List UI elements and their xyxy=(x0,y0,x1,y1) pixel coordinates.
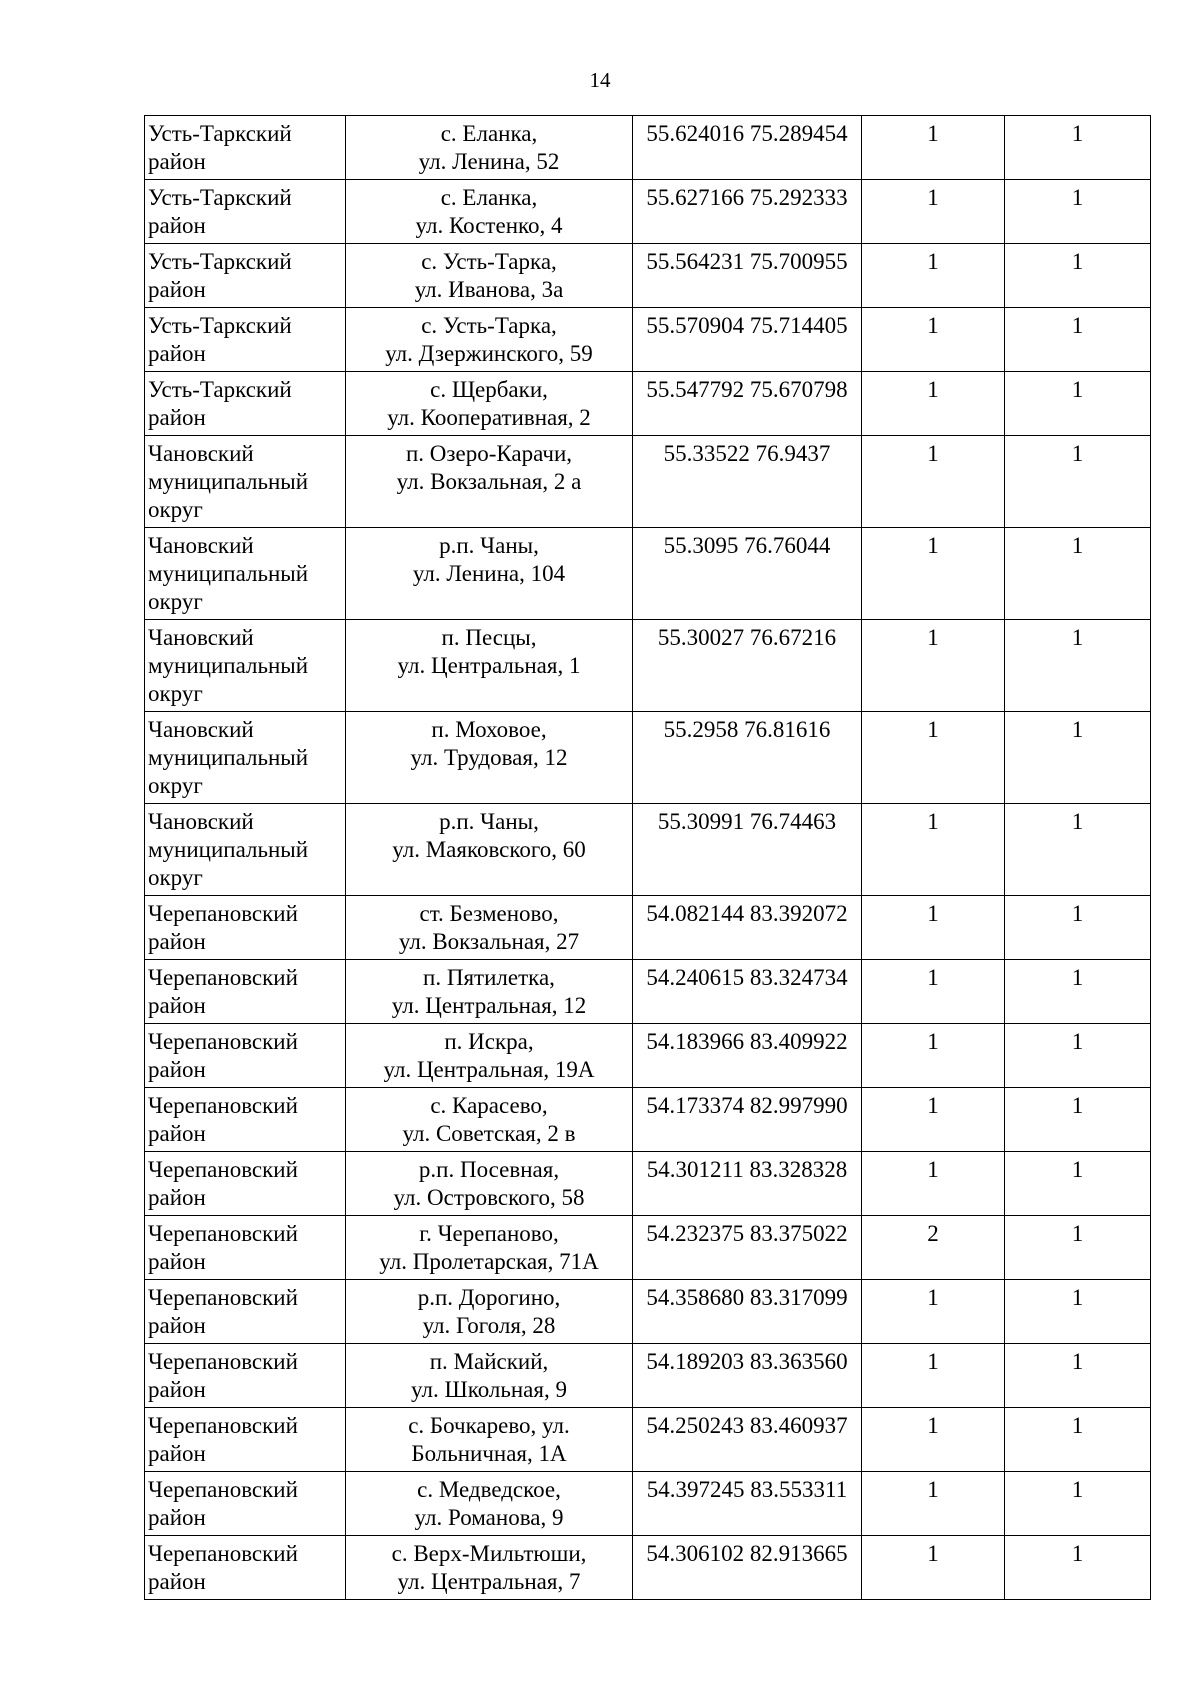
table-row xyxy=(145,1536,1151,1600)
district-line: Черепановский xyxy=(148,1477,298,1502)
address-line: ул. Советская, 2 в xyxy=(402,1121,576,1146)
address-line: ул. Центральная, 1 xyxy=(397,653,581,678)
count-cell-a: 1 xyxy=(862,1152,1005,1216)
district-line: Чановский xyxy=(148,533,254,558)
district-line: район xyxy=(148,1057,206,1082)
table-row xyxy=(145,712,1151,804)
district-cell xyxy=(145,960,346,1024)
address-line: с. Еланка, xyxy=(440,121,538,146)
address-line: ул. Пролетарская, 71А xyxy=(379,1249,599,1274)
district-cell xyxy=(145,1216,346,1280)
district-cell xyxy=(145,1536,346,1600)
table-row xyxy=(145,960,1151,1024)
address-cell xyxy=(346,116,633,180)
address-line: с. Усть-Тарка, xyxy=(421,313,557,338)
table-row xyxy=(145,1280,1151,1344)
district-cell xyxy=(145,1472,346,1536)
count-cell-a: 1 xyxy=(862,960,1005,1024)
address-cell xyxy=(346,1344,633,1408)
coordinates-cell: 55.30027 76.67216 xyxy=(633,620,862,712)
district-line: Черепановский xyxy=(148,1157,298,1182)
district-line: Усть-Таркский xyxy=(148,121,292,146)
table-row xyxy=(145,896,1151,960)
district-line: район xyxy=(148,1377,206,1402)
district-line: район xyxy=(148,1249,206,1274)
coordinates-cell: 55.30991 76.74463 xyxy=(633,804,862,896)
coordinates-cell: 55.3095 76.76044 xyxy=(633,528,862,620)
coordinates-cell: 55.624016 75.289454 xyxy=(633,116,862,180)
district-line: муниципальный xyxy=(148,837,309,862)
district-line: округ xyxy=(148,589,203,614)
count-cell-a: 1 xyxy=(862,308,1005,372)
address-cell xyxy=(346,528,633,620)
address-line: с. Бочкарево, ул. xyxy=(408,1413,570,1438)
count-cell-a: 1 xyxy=(862,1536,1005,1600)
district-line: район xyxy=(148,405,206,430)
count-cell-b: 1 xyxy=(1005,1472,1151,1536)
address-line: ул. Кооперативная, 2 xyxy=(387,405,591,430)
address-line: ул. Школьная, 9 xyxy=(411,1377,567,1402)
district-cell xyxy=(145,1024,346,1088)
district-line: Усть-Таркский xyxy=(148,377,292,402)
district-line: Усть-Таркский xyxy=(148,185,292,210)
district-cell xyxy=(145,308,346,372)
count-cell-b: 1 xyxy=(1005,180,1151,244)
count-cell-a: 1 xyxy=(862,436,1005,528)
address-line: р.п. Чаны, xyxy=(439,809,539,834)
count-cell-a: 1 xyxy=(862,372,1005,436)
table-row xyxy=(145,436,1151,528)
coordinates-cell: 55.627166 75.292333 xyxy=(633,180,862,244)
address-line: с. Еланка, xyxy=(440,185,538,210)
district-cell xyxy=(145,1408,346,1472)
count-cell-b: 1 xyxy=(1005,308,1151,372)
address-cell xyxy=(346,1408,633,1472)
table-row xyxy=(145,1408,1151,1472)
district-line: район xyxy=(148,1313,206,1338)
address-line: ул. Трудовая, 12 xyxy=(410,745,568,770)
count-cell-b: 1 xyxy=(1005,712,1151,804)
address-line: с. Верх-Мильтюши, xyxy=(391,1541,587,1566)
address-cell xyxy=(346,712,633,804)
district-line: район xyxy=(148,277,206,302)
coordinates-cell: 54.240615 83.324734 xyxy=(633,960,862,1024)
district-line: район xyxy=(148,1441,206,1466)
address-line: ст. Безменово, xyxy=(419,901,559,926)
district-line: Усть-Таркский xyxy=(148,313,292,338)
district-line: округ xyxy=(148,681,203,706)
address-cell xyxy=(346,1280,633,1344)
count-cell-a: 1 xyxy=(862,896,1005,960)
page-number: 14 xyxy=(589,68,611,92)
address-line: п. Озеро-Карачи, xyxy=(405,441,573,466)
coordinates-cell: 54.301211 83.328328 xyxy=(633,1152,862,1216)
coordinates-cell: 54.189203 83.363560 xyxy=(633,1344,862,1408)
address-cell xyxy=(346,372,633,436)
address-line: п. Песцы, xyxy=(441,625,537,650)
coordinates-cell: 54.082144 83.392072 xyxy=(633,896,862,960)
district-cell xyxy=(145,620,346,712)
district-cell xyxy=(145,244,346,308)
count-cell-b: 1 xyxy=(1005,1088,1151,1152)
count-cell-b: 1 xyxy=(1005,244,1151,308)
coordinates-cell: 55.564231 75.700955 xyxy=(633,244,862,308)
address-cell xyxy=(346,1536,633,1600)
count-cell-a: 1 xyxy=(862,1344,1005,1408)
count-cell-b: 1 xyxy=(1005,896,1151,960)
address-line: с. Щербаки, xyxy=(430,377,548,402)
district-cell xyxy=(145,1088,346,1152)
district-line: округ xyxy=(148,865,203,890)
address-line: ул. Иванова, 3а xyxy=(414,277,564,302)
coordinates-cell: 55.33522 76.9437 xyxy=(633,436,862,528)
table-row xyxy=(145,180,1151,244)
address-cell xyxy=(346,308,633,372)
count-cell-a: 1 xyxy=(862,116,1005,180)
table-row xyxy=(145,804,1151,896)
address-line: р.п. Дорогино, xyxy=(417,1285,561,1310)
district-line: Черепановский xyxy=(148,1541,298,1566)
address-line: р.п. Посевная, xyxy=(418,1157,560,1182)
coordinates-cell: 54.232375 83.375022 xyxy=(633,1216,862,1280)
address-cell xyxy=(346,620,633,712)
table-row xyxy=(145,1088,1151,1152)
district-line: муниципальный xyxy=(148,653,309,678)
district-line: муниципальный xyxy=(148,561,309,586)
table-row xyxy=(145,372,1151,436)
address-line: п. Майский, xyxy=(429,1349,549,1374)
address-line: с. Карасево, xyxy=(430,1093,548,1118)
district-cell xyxy=(145,712,346,804)
address-line: г. Черепаново, xyxy=(419,1221,559,1246)
coordinates-cell: 54.358680 83.317099 xyxy=(633,1280,862,1344)
address-cell xyxy=(346,244,633,308)
coordinates-cell: 55.2958 76.81616 xyxy=(633,712,862,804)
district-line: Черепановский xyxy=(148,1285,298,1310)
coordinates-cell: 54.173374 82.997990 xyxy=(633,1088,862,1152)
district-line: Чановский xyxy=(148,809,254,834)
table-row xyxy=(145,1472,1151,1536)
count-cell-b: 1 xyxy=(1005,1344,1151,1408)
address-line: с. Медведское, xyxy=(417,1477,561,1502)
district-line: Чановский xyxy=(148,625,254,650)
address-line: ул. Ленина, 52 xyxy=(418,149,560,174)
coordinates-cell: 54.397245 83.553311 xyxy=(633,1472,862,1536)
count-cell-b: 1 xyxy=(1005,620,1151,712)
district-line: район xyxy=(148,149,206,174)
district-cell xyxy=(145,1280,346,1344)
address-line: р.п. Чаны, xyxy=(439,533,539,558)
address-line: п. Пятилетка, xyxy=(423,965,555,990)
district-line: Черепановский xyxy=(148,1029,298,1054)
district-line: район xyxy=(148,993,206,1018)
district-cell xyxy=(145,528,346,620)
count-cell-b: 1 xyxy=(1005,116,1151,180)
address-line: ул. Центральная, 12 xyxy=(391,993,587,1018)
count-cell-b: 1 xyxy=(1005,436,1151,528)
count-cell-a: 2 xyxy=(862,1216,1005,1280)
count-cell-b: 1 xyxy=(1005,804,1151,896)
district-cell xyxy=(145,436,346,528)
address-line: ул. Вокзальная, 2 а xyxy=(396,469,582,494)
address-line: ул. Костенко, 4 xyxy=(415,213,563,238)
count-cell-a: 1 xyxy=(862,1472,1005,1536)
table-row xyxy=(145,1024,1151,1088)
count-cell-a: 1 xyxy=(862,1408,1005,1472)
address-cell xyxy=(346,180,633,244)
coordinates-cell: 54.306102 82.913665 xyxy=(633,1536,862,1600)
district-line: район xyxy=(148,929,206,954)
district-line: Черепановский xyxy=(148,1221,298,1246)
coordinates-cell: 54.250243 83.460937 xyxy=(633,1408,862,1472)
count-cell-a: 1 xyxy=(862,1088,1005,1152)
count-cell-a: 1 xyxy=(862,620,1005,712)
count-cell-b: 1 xyxy=(1005,1536,1151,1600)
count-cell-a: 1 xyxy=(862,804,1005,896)
district-line: Черепановский xyxy=(148,901,298,926)
address-line: п. Искра, xyxy=(444,1029,534,1054)
district-line: Черепановский xyxy=(148,1093,298,1118)
district-line: муниципальный xyxy=(148,745,309,770)
count-cell-a: 1 xyxy=(862,712,1005,804)
count-cell-b: 1 xyxy=(1005,1216,1151,1280)
coordinates-cell: 55.547792 75.670798 xyxy=(633,372,862,436)
district-line: муниципальный xyxy=(148,469,309,494)
coordinates-cell: 55.570904 75.714405 xyxy=(633,308,862,372)
count-cell-a: 1 xyxy=(862,180,1005,244)
address-line: п. Моховое, xyxy=(431,717,547,742)
district-cell xyxy=(145,1152,346,1216)
address-line: ул. Центральная, 7 xyxy=(397,1569,581,1594)
district-cell xyxy=(145,372,346,436)
count-cell-a: 1 xyxy=(862,528,1005,620)
district-line: Черепановский xyxy=(148,1413,298,1438)
table-row xyxy=(145,620,1151,712)
address-cell xyxy=(346,960,633,1024)
district-line: Чановский xyxy=(148,441,254,466)
count-cell-a: 1 xyxy=(862,1024,1005,1088)
address-cell xyxy=(346,1216,633,1280)
address-line: ул. Ленина, 104 xyxy=(412,561,566,586)
district-line: район xyxy=(148,1121,206,1146)
district-line: Черепановский xyxy=(148,965,298,990)
address-line: Больничная, 1А xyxy=(411,1441,567,1466)
count-cell-b: 1 xyxy=(1005,1280,1151,1344)
district-line: район xyxy=(148,1569,206,1594)
address-line: ул. Вокзальная, 27 xyxy=(398,929,580,954)
address-cell xyxy=(346,436,633,528)
district-line: район xyxy=(148,1185,206,1210)
table-row xyxy=(145,244,1151,308)
address-cell xyxy=(346,804,633,896)
count-cell-b: 1 xyxy=(1005,1152,1151,1216)
count-cell-a: 1 xyxy=(862,1280,1005,1344)
count-cell-b: 1 xyxy=(1005,528,1151,620)
address-line: ул. Островского, 58 xyxy=(393,1185,585,1210)
district-line: район xyxy=(148,213,206,238)
coordinates-cell: 54.183966 83.409922 xyxy=(633,1024,862,1088)
table-body xyxy=(145,116,1151,1600)
district-line: Чановский xyxy=(148,717,254,742)
district-cell xyxy=(145,116,346,180)
address-cell xyxy=(346,896,633,960)
address-line: ул. Дзержинского, 59 xyxy=(385,341,593,366)
count-cell-b: 1 xyxy=(1005,1024,1151,1088)
district-cell xyxy=(145,804,346,896)
address-line: с. Усть-Тарка, xyxy=(421,249,557,274)
address-line: ул. Центральная, 19А xyxy=(383,1057,595,1082)
address-line: ул. Маяковского, 60 xyxy=(392,837,586,862)
address-cell xyxy=(346,1024,633,1088)
address-cell xyxy=(346,1152,633,1216)
address-cell xyxy=(346,1088,633,1152)
table-row xyxy=(145,1344,1151,1408)
count-cell-a: 1 xyxy=(862,244,1005,308)
district-line: округ xyxy=(148,773,203,798)
district-line: Черепановский xyxy=(148,1349,298,1374)
table-row xyxy=(145,116,1151,180)
count-cell-b: 1 xyxy=(1005,372,1151,436)
count-cell-b: 1 xyxy=(1005,1408,1151,1472)
district-cell xyxy=(145,896,346,960)
table-row xyxy=(145,1216,1151,1280)
count-cell-b: 1 xyxy=(1005,960,1151,1024)
table-row xyxy=(145,528,1151,620)
district-line: Усть-Таркский xyxy=(148,249,292,274)
address-line: ул. Гоголя, 28 xyxy=(422,1313,556,1338)
district-cell xyxy=(145,180,346,244)
district-line: район xyxy=(148,1505,206,1530)
table-row xyxy=(145,308,1151,372)
address-line: ул. Романова, 9 xyxy=(414,1505,564,1530)
locations-table xyxy=(144,115,1151,1600)
district-cell xyxy=(145,1344,346,1408)
district-line: округ xyxy=(148,497,203,522)
district-line: район xyxy=(148,341,206,366)
address-cell xyxy=(346,1472,633,1536)
table-row xyxy=(145,1152,1151,1216)
